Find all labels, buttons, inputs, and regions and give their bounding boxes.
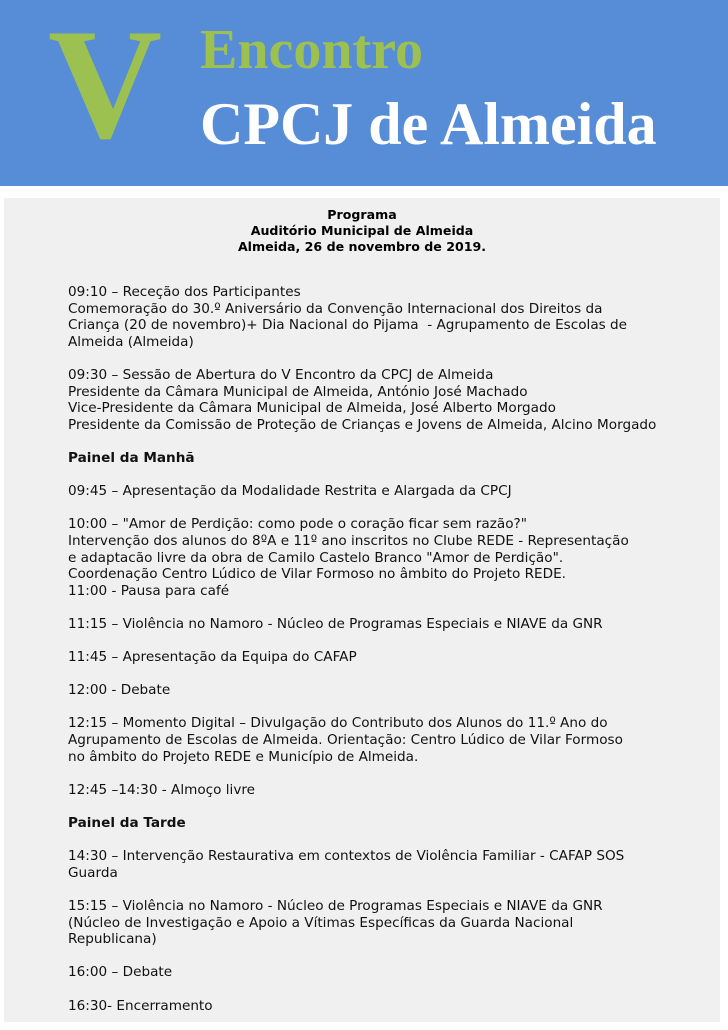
program-item-title: 12:45 –14:30 - Almoço livre <box>68 781 256 798</box>
banner-title-cpcj: CPCJ de Almeida <box>200 91 657 157</box>
program-item-detail: Coordenação Centro Lúdico de Vilar Formoso no âmbito do Projeto REDE. <box>68 566 566 583</box>
block-spacer <box>68 832 708 849</box>
roman-numeral-v: V <box>48 0 163 172</box>
program-item-title: 14:30 – Intervenção Restaurativa em contextos de Violência Familiar - CAFAP SOS <box>68 848 625 865</box>
program-item-detail: Agrupamento de Escolas de Almeida. Orientação: Centro Lúdico de Vilar Formoso <box>68 732 623 749</box>
program-venue: Auditório Municipal de Almeida <box>250 223 474 238</box>
program-item-title: 11:15 – Violência no Namoro - Núcleo de Programas Especiais e NIAVE da GNR <box>68 615 603 632</box>
program-item <box>68 682 708 699</box>
block-spacer <box>68 881 708 898</box>
program-item <box>68 715 708 765</box>
program-item <box>68 516 708 599</box>
program-title: Programa <box>327 207 397 222</box>
program-item-detail: Almeida (Almeida) <box>68 333 194 350</box>
banner-title-encontro: Encontro <box>200 19 423 81</box>
block-spacer <box>68 500 708 517</box>
program-item-title: 16:30- Encerramento <box>68 997 213 1014</box>
block-spacer <box>68 666 708 683</box>
program-item-detail: Criança (20 de novembro)+ Dia Nacional do Pijama - Agrupamento de Escolas de <box>68 317 628 334</box>
program-item-title: 09:10 – Receção dos Participantes <box>68 284 301 300</box>
program-item-title: 10:00 – "Amor de Perdição: como pode o coração ficar sem razão?" <box>68 516 527 533</box>
header-banner <box>0 0 728 186</box>
program-item-detail: Intervenção dos alunos do 8ºA e 11º ano inscritos no Clube REDE - Representação <box>68 532 629 549</box>
program-item-detail: (Núcleo de Investigação e Apoio a Vítimas Específicas da Guarda Nacional <box>68 914 574 931</box>
program-item-detail: Guarda <box>68 864 118 881</box>
program-item-title: 12:15 – Momento Digital – Divulgação do Contributo dos Alunos do 11.º Ano do <box>68 715 608 732</box>
program-item-title: 09:45 – Apresentação da Modalidade Restrita e Alargada da CPCJ <box>68 483 512 500</box>
program-item <box>68 898 708 948</box>
program-item-detail: Presidente da Câmara Municipal de Almeida, António José Machado <box>68 383 528 400</box>
program-date: Almeida, 26 de novembro de 2019. <box>237 239 487 254</box>
program-item-title: 12:00 - Debate <box>68 682 171 699</box>
block-spacer <box>68 433 708 450</box>
program-item-detail: Comemoração do 30.º Aniversário da Convenção Internacional dos Direitos da <box>68 300 603 317</box>
block-spacer <box>68 981 708 998</box>
program-item <box>68 848 708 881</box>
block-spacer <box>68 467 708 484</box>
program-item-detail: Republicana) <box>68 931 157 948</box>
program-item <box>68 998 708 1015</box>
block-spacer <box>68 599 708 616</box>
block-spacer <box>68 699 708 716</box>
section-heading: Painel da Manhã <box>68 449 195 466</box>
program-item-title: 15:15 – Violência no Namoro - Núcleo de Programas Especiais e NIAVE da GNR <box>68 897 603 914</box>
block-spacer <box>68 948 708 965</box>
program-heading <box>4 207 720 255</box>
block-spacer <box>68 632 708 649</box>
program-item <box>68 367 708 433</box>
program-item-title: 16:00 – Debate <box>68 964 173 981</box>
program-item <box>68 782 708 799</box>
program-item <box>68 284 708 350</box>
program-item <box>68 964 708 981</box>
section-heading: Painel da Tarde <box>68 815 186 831</box>
program-item-detail: 11:00 - Pausa para café <box>68 582 230 599</box>
program-item <box>68 616 708 633</box>
program-item-title: 11:45 – Apresentação da Equipa do CAFAP <box>68 649 357 666</box>
program-item-detail: e adaptacão livre da obra de Camilo Castelo Branco "Amor de Perdição". <box>68 549 564 566</box>
block-spacer <box>68 350 708 367</box>
program-item-detail: Presidente da Comissão de Proteção de Crianças e Jovens de Almeida, Alcino Morgado <box>68 416 657 433</box>
program-item-detail: no âmbito do Projeto REDE e Município de Almeida. <box>68 748 419 765</box>
program-item <box>68 649 708 666</box>
program-item-title: 09:30 – Sessão de Abertura do V Encontro da CPCJ de Almeida <box>68 366 494 383</box>
program-body <box>68 284 708 1014</box>
program-item <box>68 483 708 500</box>
block-spacer <box>68 765 708 782</box>
block-spacer <box>68 798 708 815</box>
program-item-detail: Vice-Presidente da Câmara Municipal de Almeida, José Alberto Morgado <box>68 400 556 417</box>
